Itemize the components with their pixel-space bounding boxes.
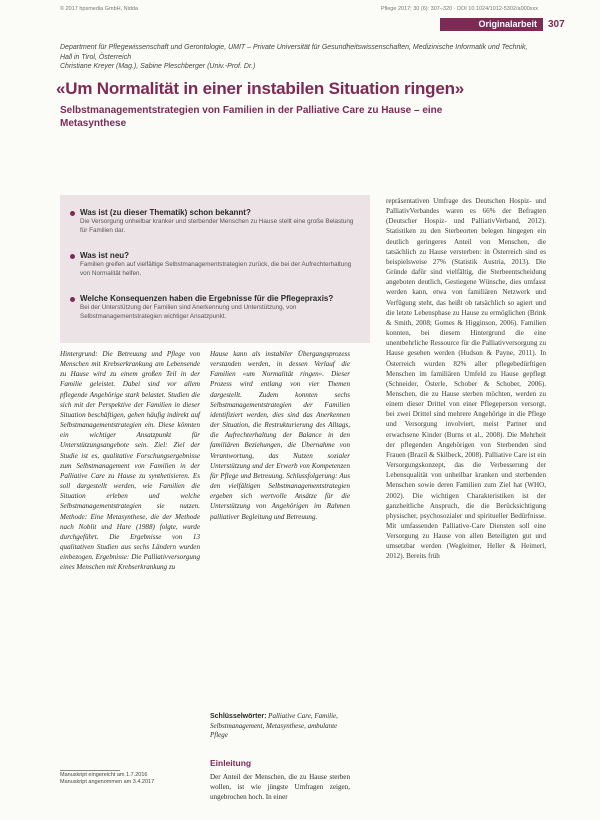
page-number: 307 — [548, 19, 565, 30]
body-column-right: repräsentativen Umfrage des Deutschen Hospiz- und PalliativVerbandes waren es 66% der Befragten (Deutscher Hospiz- und PalliativVerband, 2012). Statistiken zu den Sterbeorten belegen hingegen ein deutlich geringeres Anteil von Menschen, die tatsächlich zu Hause versterben: in Österreich sind es beispielsweise 27% (Statistik Austria, 2013). Die Gründe dafür sind vielfältig, die Sterbeentscheidung angeboten deutlich, Gestiegene Wünsche, dies umfasst werden kann, etwa von familiären Netzwerk und Verfügung steht, das heißt ob tatsächlich so agiert und die letzte Lebensphase zu Hause zu ermöglichen (Brink & Smith, 2008; Gomes & Higginson, 2006). Familien konnten, bei diesem Hintergrund die eine unentbehrliche Ressource für die Palliativversorgung zu Hause gesehen werden (Hudson & Payne, 2011). In Österreich wurden 82% aller pflegebedürftigen Menschen im familiären Umfeld zu Hause gepflegt (Schneider, Österle, Schober & Schober, 2006). Menschen, die zu Hause sterben möchten, werden zu einem dieser Drittel von einer Pflegeperson versorgt, bei zwei Drittel sind mehrere Angehörige in die Pflege und Versorgung involviert, meist Partner und erwachsene Kinder (Burns et al., 2008). Die Mehrheit der pflegenden Angehörigen von Sterbenden sind Frauen (Brazil & Skilbeck, 2008). Palliative Care ist ein Versorgungskonzept, das die Verbesserung der Lebensqualität von unheilbar kranken und sterbenden Menschen sowie deren Familien zum Ziel hat (WHO, 2002). Die wichtigen Charakteristiken ist der ganzheitliche Anspruch, die die Berücksichtigung physischer, psychosozialer und spiritueller Bedürfnisse. Mit umfassenden Palliative-Care Diensten soll eine Versorgung zu Hause von allen Beteiligten gut und umsetzbar werden (Wegleitner, Heller & Heimerl, 2012). Bereits früh — [386, 197, 546, 561]
key-point-answer: Bei der Unterstützung der Familien sind Anerkennung und Unterstützung, von Selbstmanagementstrategien wichtiger Ansatzpunkt. — [80, 304, 297, 320]
footnote-rule — [60, 770, 120, 771]
key-point — [70, 251, 362, 278]
key-point-question: Was ist (zu dieser Thematik) schon bekannt? — [80, 208, 251, 217]
page-header — [60, 6, 538, 12]
abstract-column-1: Hintergrund: Die Betreuung und Pflege von Menschen mit Krebserkrankung am Lebensende zu Hause wird zu einem großen Teil in der Familie geleistet. Dabei sind vor allem pflegende Angehörige stark belastet. Studien die sich mit der Perspektive der Familien in dieser Situation beschäftigen, gehen häufig indirekt auf Selbstmanagementstrategien ein. Diese könnten ein wichtiger Ansatzpunkt für Unterstützungsangebote sein. Ziel: Ziel der Studie ist es, qualitative Forschungsergebnisse zum Selbstmanagement von Familien in der Palliative Care zu Hause zu synthetisieren. Es soll dargestellt werden, wie Familien die Situation erleben und welche Selbstmanagementstrategien sie nutzen. Methode: Eine Metasynthese, die der Methode nach Noblit und Hare (1988) folgte, wurde durchgeführt. Die Ergebnisse von 13 qualitativen Studien aus sechs Ländern wurden einbezogen. Ergebnisse: Die Palliativversorgung eines Menschen mit Krebserkrankung zu — [60, 350, 200, 572]
key-point-answer: Die Versorgung unheilbar kranker und sterbender Menschen zu Hause stellt eine große Belastung für Familien dar. — [80, 218, 354, 234]
keywords-text: Palliative Care, Familie, Selbstmanagement, Metasynthese, ambulante Pflege — [210, 712, 338, 739]
keywords — [210, 712, 350, 741]
bullet-icon — [70, 254, 75, 259]
footnote: Manuskript eingereicht am 1.7.2016 Manuskript angenommen am 3.4.2017 — [60, 772, 155, 785]
bullet-icon — [70, 211, 75, 216]
affiliation: Department für Pflegewissenschaft und Gerontologie, UMIT – Private Universität für Gesundheitswissenschaften, Medizinische Informatik und Technik, Hall in Tirol, Österreich Christiane Kreyer (Mag.), Sabine Pleschberger (Univ.-Prof. Dr.) — [60, 44, 528, 70]
section-heading: Einleitung — [210, 758, 252, 768]
key-point — [70, 294, 362, 321]
keywords-label: Schlüsselwörter: — [210, 713, 267, 720]
key-point-question: Welche Konsequenzen haben die Ergebnisse für die Pflegepraxis? — [80, 294, 334, 303]
key-point-question: Was ist neu? — [80, 251, 130, 260]
journal-copyright: © 2017 hpsmedia GmbH, Nidda — [60, 6, 139, 12]
key-points-box — [60, 195, 370, 343]
key-point — [70, 208, 362, 235]
section-label: Originalarbeit — [440, 18, 543, 31]
abstract-column-2: Hause kann als instabiler Übergangsprozess verstanden werden, in dessen Verlauf die Familien «um Normalität ringen». Dieser Prozess wird entlang von vier Themen dargestellt. Zudem konnten sechs Selbstmanagementstrategien der Familien identifiziert werden, dies sind das Anerkennen der Situation, die Restrukturierung des Alltags, die Aufrechterhaltung der Balance in den familiären Beziehungen, die Übernahme von Verantwortung, das Nutzen sozialer Unterstützung und der Erwerb von Kompetenzen für Pflege und Betreuung. Schlussfolgerung: Aus den vielfältigen Selbstmanagementstrategien ergeben sich wertvolle Ansätze für die Unterstützung von Angehörigen im Rahmen palliativer Begleitung und Betreuung. — [210, 350, 350, 521]
intro-text: Der Anteil der Menschen, die zu Hause sterben wollen, ist wie jüngste Umfragen zeigen, ungebrochen hoch. In einer — [210, 773, 350, 801]
article-subtitle: Selbstmanagementstrategien von Familien in der Palliative Care zu Hause – eine Metasynthese — [60, 105, 443, 129]
article-title: «Um Normalität in einer instabilen Situation ringen» — [56, 79, 465, 98]
key-point-answer: Familien greifen auf vielfältige Selbstmanagementstrategien zurück, die bei der Aufrechterhaltung von Normalität helfen. — [80, 261, 352, 277]
bullet-icon — [70, 297, 75, 302]
citation: Pflege 2017; 30 (6): 307–320 · DOI 10.1024/1012-5302/a000xxx — [380, 6, 538, 12]
